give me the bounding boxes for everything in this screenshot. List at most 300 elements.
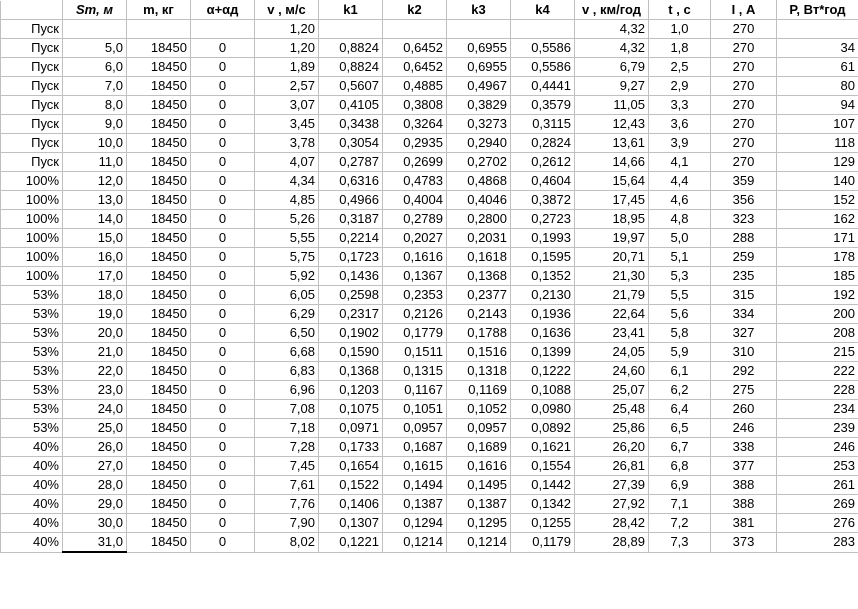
- cell-p[interactable]: 171: [777, 229, 858, 248]
- cell-k1[interactable]: 0,3187: [319, 210, 383, 229]
- cell-i[interactable]: 338: [711, 438, 777, 457]
- cell-p[interactable]: 162: [777, 210, 858, 229]
- cell-i[interactable]: 310: [711, 343, 777, 362]
- cell-v-ms[interactable]: 7,45: [255, 457, 319, 476]
- cell-alpha[interactable]: 0: [191, 419, 255, 438]
- cell-i[interactable]: 270: [711, 96, 777, 115]
- cell-k3[interactable]: 0,1214: [447, 533, 511, 553]
- cell-m[interactable]: 18450: [127, 172, 191, 191]
- cell-i[interactable]: 288: [711, 229, 777, 248]
- cell-v-ms[interactable]: 6,83: [255, 362, 319, 381]
- cell-k1[interactable]: 0,2598: [319, 286, 383, 305]
- cell-i[interactable]: 270: [711, 153, 777, 172]
- cell-k3[interactable]: 0,1387: [447, 495, 511, 514]
- cell-t[interactable]: 3,3: [649, 96, 711, 115]
- cell-v-kmh[interactable]: 26,81: [575, 457, 649, 476]
- cell-v-kmh[interactable]: 12,43: [575, 115, 649, 134]
- cell-t[interactable]: 6,4: [649, 400, 711, 419]
- cell-v-kmh[interactable]: 4,32: [575, 39, 649, 58]
- cell-mode[interactable]: 53%: [1, 400, 63, 419]
- cell-i[interactable]: 388: [711, 495, 777, 514]
- cell-k1[interactable]: 0,1307: [319, 514, 383, 533]
- cell-k2[interactable]: 0,1367: [383, 267, 447, 286]
- cell-mode[interactable]: Пуск: [1, 96, 63, 115]
- cell-v-kmh[interactable]: 18,95: [575, 210, 649, 229]
- cell-k3[interactable]: 0,1689: [447, 438, 511, 457]
- cell-mode[interactable]: 100%: [1, 172, 63, 191]
- cell-p[interactable]: 239: [777, 419, 858, 438]
- cell-k2[interactable]: 0,1615: [383, 457, 447, 476]
- cell-v-kmh[interactable]: 27,92: [575, 495, 649, 514]
- cell-k3[interactable]: 0,1052: [447, 400, 511, 419]
- cell-alpha[interactable]: 0: [191, 286, 255, 305]
- cell-mode[interactable]: 53%: [1, 286, 63, 305]
- cell-i[interactable]: 275: [711, 381, 777, 400]
- cell-k4[interactable]: 0,1222: [511, 362, 575, 381]
- cell-k2[interactable]: 0,3808: [383, 96, 447, 115]
- cell-t[interactable]: 7,3: [649, 533, 711, 553]
- cell-k1[interactable]: 0,1522: [319, 476, 383, 495]
- cell-m[interactable]: 18450: [127, 305, 191, 324]
- cell-alpha[interactable]: 0: [191, 172, 255, 191]
- cell-p[interactable]: 140: [777, 172, 858, 191]
- cell-alpha[interactable]: 0: [191, 457, 255, 476]
- header-cell-v-ms[interactable]: v , м/с: [255, 1, 319, 20]
- cell-mode[interactable]: 100%: [1, 229, 63, 248]
- cell-m[interactable]: 18450: [127, 229, 191, 248]
- cell-k2[interactable]: 0,1214: [383, 533, 447, 553]
- cell-k2[interactable]: 0,4885: [383, 77, 447, 96]
- cell-p[interactable]: 185: [777, 267, 858, 286]
- cell-alpha[interactable]: 0: [191, 115, 255, 134]
- cell-m[interactable]: 18450: [127, 381, 191, 400]
- cell-t[interactable]: 5,5: [649, 286, 711, 305]
- cell-t[interactable]: 6,7: [649, 438, 711, 457]
- cell-m[interactable]: 18450: [127, 495, 191, 514]
- header-cell-k2[interactable]: k2: [383, 1, 447, 20]
- cell-k3[interactable]: 0,1295: [447, 514, 511, 533]
- cell-v-ms[interactable]: 7,28: [255, 438, 319, 457]
- cell-k4[interactable]: 0,1993: [511, 229, 575, 248]
- cell-m[interactable]: 18450: [127, 248, 191, 267]
- cell-p[interactable]: 80: [777, 77, 858, 96]
- cell-sm[interactable]: 13,0: [63, 191, 127, 210]
- cell-k3[interactable]: 0,2377: [447, 286, 511, 305]
- cell-sm[interactable]: 26,0: [63, 438, 127, 457]
- cell-v-ms[interactable]: 5,55: [255, 229, 319, 248]
- cell-i[interactable]: 388: [711, 476, 777, 495]
- cell-t[interactable]: 3,9: [649, 134, 711, 153]
- cell-k4[interactable]: 0,0892: [511, 419, 575, 438]
- cell-i[interactable]: 327: [711, 324, 777, 343]
- cell-sm[interactable]: 7,0: [63, 77, 127, 96]
- cell-k2[interactable]: 0,1315: [383, 362, 447, 381]
- cell-sm[interactable]: 20,0: [63, 324, 127, 343]
- cell-p[interactable]: 94: [777, 96, 858, 115]
- cell-v-kmh[interactable]: 11,05: [575, 96, 649, 115]
- cell-t[interactable]: 7,2: [649, 514, 711, 533]
- cell-p[interactable]: 253: [777, 457, 858, 476]
- cell-p[interactable]: 118: [777, 134, 858, 153]
- cell-p[interactable]: 234: [777, 400, 858, 419]
- cell-k2[interactable]: 0,1387: [383, 495, 447, 514]
- cell-mode[interactable]: 40%: [1, 438, 63, 457]
- cell-k1[interactable]: 0,4105: [319, 96, 383, 115]
- cell-k4[interactable]: 0,1936: [511, 305, 575, 324]
- cell-k2[interactable]: 0,2789: [383, 210, 447, 229]
- cell-v-kmh[interactable]: 20,71: [575, 248, 649, 267]
- cell-v-kmh[interactable]: 25,07: [575, 381, 649, 400]
- cell-t[interactable]: 5,0: [649, 229, 711, 248]
- cell-v-kmh[interactable]: 21,30: [575, 267, 649, 286]
- cell-alpha[interactable]: 0: [191, 495, 255, 514]
- header-cell-v-kmh[interactable]: v , км/год: [575, 1, 649, 20]
- header-cell-k1[interactable]: k1: [319, 1, 383, 20]
- cell-v-ms[interactable]: 4,07: [255, 153, 319, 172]
- cell-mode[interactable]: 100%: [1, 210, 63, 229]
- cell-i[interactable]: 270: [711, 58, 777, 77]
- header-cell-mode[interactable]: [1, 1, 63, 20]
- cell-k2[interactable]: 0,6452: [383, 39, 447, 58]
- cell-v-kmh[interactable]: 23,41: [575, 324, 649, 343]
- cell-t[interactable]: 6,1: [649, 362, 711, 381]
- cell-k1[interactable]: 0,1436: [319, 267, 383, 286]
- cell-i[interactable]: 246: [711, 419, 777, 438]
- cell-sm[interactable]: [63, 20, 127, 39]
- cell-k3[interactable]: 0,1318: [447, 362, 511, 381]
- cell-i[interactable]: 356: [711, 191, 777, 210]
- cell-i[interactable]: 259: [711, 248, 777, 267]
- cell-sm[interactable]: 18,0: [63, 286, 127, 305]
- cell-mode[interactable]: 40%: [1, 514, 63, 533]
- cell-k3[interactable]: 0,2800: [447, 210, 511, 229]
- cell-v-kmh[interactable]: 27,39: [575, 476, 649, 495]
- cell-v-kmh[interactable]: 28,89: [575, 533, 649, 553]
- cell-sm[interactable]: 14,0: [63, 210, 127, 229]
- cell-m[interactable]: 18450: [127, 115, 191, 134]
- cell-k3[interactable]: 0,1788: [447, 324, 511, 343]
- cell-k4[interactable]: 0,1352: [511, 267, 575, 286]
- cell-v-ms[interactable]: 1,20: [255, 20, 319, 39]
- cell-t[interactable]: 1,0: [649, 20, 711, 39]
- cell-p[interactable]: 129: [777, 153, 858, 172]
- cell-mode[interactable]: 53%: [1, 343, 63, 362]
- cell-t[interactable]: 5,3: [649, 267, 711, 286]
- cell-k3[interactable]: 0,4967: [447, 77, 511, 96]
- cell-sm[interactable]: 19,0: [63, 305, 127, 324]
- cell-k3[interactable]: 0,1495: [447, 476, 511, 495]
- cell-k4[interactable]: 0,2130: [511, 286, 575, 305]
- header-cell-i[interactable]: I , А: [711, 1, 777, 20]
- cell-alpha[interactable]: 0: [191, 438, 255, 457]
- cell-k1[interactable]: 0,1368: [319, 362, 383, 381]
- cell-m[interactable]: 18450: [127, 457, 191, 476]
- cell-m[interactable]: 18450: [127, 400, 191, 419]
- cell-mode[interactable]: 100%: [1, 191, 63, 210]
- cell-v-kmh[interactable]: 25,48: [575, 400, 649, 419]
- cell-p[interactable]: 261: [777, 476, 858, 495]
- cell-p[interactable]: 200: [777, 305, 858, 324]
- cell-v-kmh[interactable]: 14,66: [575, 153, 649, 172]
- cell-p[interactable]: 152: [777, 191, 858, 210]
- cell-v-ms[interactable]: 1,89: [255, 58, 319, 77]
- cell-mode[interactable]: 100%: [1, 248, 63, 267]
- cell-i[interactable]: 270: [711, 115, 777, 134]
- cell-v-ms[interactable]: 6,29: [255, 305, 319, 324]
- cell-k1[interactable]: 0,1203: [319, 381, 383, 400]
- cell-sm[interactable]: 25,0: [63, 419, 127, 438]
- cell-k4[interactable]: 0,1442: [511, 476, 575, 495]
- cell-sm[interactable]: 27,0: [63, 457, 127, 476]
- cell-k1[interactable]: 0,1590: [319, 343, 383, 362]
- cell-m[interactable]: 18450: [127, 96, 191, 115]
- cell-t[interactable]: 5,6: [649, 305, 711, 324]
- cell-k3[interactable]: [447, 20, 511, 39]
- cell-k4[interactable]: 0,2824: [511, 134, 575, 153]
- cell-alpha[interactable]: 0: [191, 58, 255, 77]
- cell-v-ms[interactable]: 6,96: [255, 381, 319, 400]
- cell-m[interactable]: 18450: [127, 58, 191, 77]
- cell-p[interactable]: 222: [777, 362, 858, 381]
- cell-sm[interactable]: 31,0: [63, 533, 127, 553]
- cell-k1[interactable]: 0,0971: [319, 419, 383, 438]
- cell-v-ms[interactable]: 2,57: [255, 77, 319, 96]
- cell-t[interactable]: 2,9: [649, 77, 711, 96]
- cell-k4[interactable]: 0,1554: [511, 457, 575, 476]
- cell-k4[interactable]: 0,1179: [511, 533, 575, 553]
- cell-i[interactable]: 270: [711, 77, 777, 96]
- cell-v-kmh[interactable]: 25,86: [575, 419, 649, 438]
- cell-t[interactable]: 4,8: [649, 210, 711, 229]
- cell-k1[interactable]: 0,3054: [319, 134, 383, 153]
- cell-k2[interactable]: 0,1687: [383, 438, 447, 457]
- cell-k4[interactable]: 0,3872: [511, 191, 575, 210]
- cell-alpha[interactable]: 0: [191, 229, 255, 248]
- cell-t[interactable]: 5,9: [649, 343, 711, 362]
- cell-sm[interactable]: 8,0: [63, 96, 127, 115]
- cell-sm[interactable]: 11,0: [63, 153, 127, 172]
- cell-k4[interactable]: 0,1621: [511, 438, 575, 457]
- header-cell-alpha[interactable]: α+αд: [191, 1, 255, 20]
- cell-sm[interactable]: 12,0: [63, 172, 127, 191]
- cell-i[interactable]: 373: [711, 533, 777, 553]
- cell-p[interactable]: 61: [777, 58, 858, 77]
- cell-v-kmh[interactable]: 15,64: [575, 172, 649, 191]
- cell-m[interactable]: 18450: [127, 191, 191, 210]
- cell-t[interactable]: 4,4: [649, 172, 711, 191]
- cell-k2[interactable]: 0,1616: [383, 248, 447, 267]
- cell-i[interactable]: 381: [711, 514, 777, 533]
- cell-k4[interactable]: 0,1255: [511, 514, 575, 533]
- cell-p[interactable]: 276: [777, 514, 858, 533]
- cell-k1[interactable]: 0,4966: [319, 191, 383, 210]
- cell-alpha[interactable]: 0: [191, 134, 255, 153]
- cell-mode[interactable]: Пуск: [1, 115, 63, 134]
- cell-sm[interactable]: 6,0: [63, 58, 127, 77]
- cell-k2[interactable]: [383, 20, 447, 39]
- cell-m[interactable]: 18450: [127, 210, 191, 229]
- cell-k3[interactable]: 0,2143: [447, 305, 511, 324]
- cell-mode[interactable]: 40%: [1, 495, 63, 514]
- cell-v-ms[interactable]: 4,85: [255, 191, 319, 210]
- cell-k3[interactable]: 0,4046: [447, 191, 511, 210]
- cell-v-ms[interactable]: 7,61: [255, 476, 319, 495]
- cell-sm[interactable]: 29,0: [63, 495, 127, 514]
- cell-k1[interactable]: 0,3438: [319, 115, 383, 134]
- cell-alpha[interactable]: 0: [191, 476, 255, 495]
- cell-k1[interactable]: 0,1902: [319, 324, 383, 343]
- cell-v-kmh[interactable]: 13,61: [575, 134, 649, 153]
- cell-mode[interactable]: Пуск: [1, 153, 63, 172]
- cell-k2[interactable]: 0,1494: [383, 476, 447, 495]
- cell-v-ms[interactable]: 6,68: [255, 343, 319, 362]
- cell-sm[interactable]: 24,0: [63, 400, 127, 419]
- cell-p[interactable]: 107: [777, 115, 858, 134]
- cell-v-ms[interactable]: 7,08: [255, 400, 319, 419]
- cell-t[interactable]: 7,1: [649, 495, 711, 514]
- cell-t[interactable]: 5,8: [649, 324, 711, 343]
- cell-v-kmh[interactable]: 26,20: [575, 438, 649, 457]
- cell-k3[interactable]: 0,3829: [447, 96, 511, 115]
- cell-k2[interactable]: 0,1294: [383, 514, 447, 533]
- cell-k4[interactable]: 0,1399: [511, 343, 575, 362]
- cell-i[interactable]: 334: [711, 305, 777, 324]
- cell-sm[interactable]: 5,0: [63, 39, 127, 58]
- cell-v-ms[interactable]: 8,02: [255, 533, 319, 553]
- cell-p[interactable]: 208: [777, 324, 858, 343]
- header-cell-p[interactable]: P, Вт*год: [777, 1, 858, 20]
- cell-v-ms[interactable]: 6,50: [255, 324, 319, 343]
- cell-m[interactable]: 18450: [127, 438, 191, 457]
- cell-t[interactable]: 6,5: [649, 419, 711, 438]
- cell-t[interactable]: 4,6: [649, 191, 711, 210]
- cell-mode[interactable]: 53%: [1, 362, 63, 381]
- cell-alpha[interactable]: 0: [191, 533, 255, 553]
- cell-i[interactable]: 270: [711, 39, 777, 58]
- cell-k2[interactable]: 0,1779: [383, 324, 447, 343]
- cell-sm[interactable]: 16,0: [63, 248, 127, 267]
- cell-t[interactable]: 1,8: [649, 39, 711, 58]
- cell-m[interactable]: 18450: [127, 286, 191, 305]
- header-cell-k3[interactable]: k3: [447, 1, 511, 20]
- cell-k4[interactable]: 0,1342: [511, 495, 575, 514]
- cell-k1[interactable]: 0,2317: [319, 305, 383, 324]
- cell-k2[interactable]: 0,1167: [383, 381, 447, 400]
- cell-p[interactable]: 228: [777, 381, 858, 400]
- cell-v-kmh[interactable]: 17,45: [575, 191, 649, 210]
- cell-k1[interactable]: 0,2214: [319, 229, 383, 248]
- cell-k1[interactable]: 0,6316: [319, 172, 383, 191]
- cell-k4[interactable]: 0,2612: [511, 153, 575, 172]
- cell-v-ms[interactable]: 3,07: [255, 96, 319, 115]
- cell-alpha[interactable]: 0: [191, 39, 255, 58]
- cell-t[interactable]: 5,1: [649, 248, 711, 267]
- cell-k1[interactable]: 0,2787: [319, 153, 383, 172]
- cell-k4[interactable]: 0,4604: [511, 172, 575, 191]
- cell-k3[interactable]: 0,2702: [447, 153, 511, 172]
- cell-i[interactable]: 292: [711, 362, 777, 381]
- cell-v-ms[interactable]: 5,92: [255, 267, 319, 286]
- cell-k4[interactable]: 0,5586: [511, 39, 575, 58]
- cell-k3[interactable]: 0,1616: [447, 457, 511, 476]
- cell-v-ms[interactable]: 7,76: [255, 495, 319, 514]
- cell-p[interactable]: 178: [777, 248, 858, 267]
- cell-k1[interactable]: 0,1075: [319, 400, 383, 419]
- cell-k4[interactable]: 0,0980: [511, 400, 575, 419]
- cell-k1[interactable]: 0,8824: [319, 58, 383, 77]
- cell-sm[interactable]: 21,0: [63, 343, 127, 362]
- cell-k3[interactable]: 0,4868: [447, 172, 511, 191]
- cell-k3[interactable]: 0,1169: [447, 381, 511, 400]
- cell-v-kmh[interactable]: 24,60: [575, 362, 649, 381]
- cell-t[interactable]: 4,1: [649, 153, 711, 172]
- cell-alpha[interactable]: 0: [191, 343, 255, 362]
- cell-mode[interactable]: 53%: [1, 419, 63, 438]
- cell-alpha[interactable]: 0: [191, 400, 255, 419]
- cell-k4[interactable]: 0,2723: [511, 210, 575, 229]
- cell-k1[interactable]: 0,1406: [319, 495, 383, 514]
- cell-v-ms[interactable]: 4,34: [255, 172, 319, 191]
- cell-t[interactable]: 6,9: [649, 476, 711, 495]
- cell-k2[interactable]: 0,3264: [383, 115, 447, 134]
- cell-alpha[interactable]: 0: [191, 191, 255, 210]
- cell-mode[interactable]: Пуск: [1, 58, 63, 77]
- cell-i[interactable]: 315: [711, 286, 777, 305]
- cell-k1[interactable]: [319, 20, 383, 39]
- cell-m[interactable]: 18450: [127, 324, 191, 343]
- cell-i[interactable]: 270: [711, 134, 777, 153]
- cell-alpha[interactable]: 0: [191, 381, 255, 400]
- cell-alpha[interactable]: 0: [191, 77, 255, 96]
- cell-sm[interactable]: 28,0: [63, 476, 127, 495]
- cell-p[interactable]: 215: [777, 343, 858, 362]
- cell-mode[interactable]: 40%: [1, 457, 63, 476]
- cell-v-ms[interactable]: 7,90: [255, 514, 319, 533]
- cell-v-ms[interactable]: 5,75: [255, 248, 319, 267]
- cell-m[interactable]: 18450: [127, 419, 191, 438]
- cell-mode[interactable]: 40%: [1, 476, 63, 495]
- cell-sm[interactable]: 23,0: [63, 381, 127, 400]
- cell-v-kmh[interactable]: 24,05: [575, 343, 649, 362]
- cell-m[interactable]: 18450: [127, 77, 191, 96]
- cell-k4[interactable]: 0,5586: [511, 58, 575, 77]
- cell-m[interactable]: 18450: [127, 476, 191, 495]
- cell-m[interactable]: 18450: [127, 533, 191, 553]
- cell-k2[interactable]: 0,2027: [383, 229, 447, 248]
- cell-k4[interactable]: 0,1088: [511, 381, 575, 400]
- cell-v-kmh[interactable]: 28,42: [575, 514, 649, 533]
- cell-m[interactable]: 18450: [127, 362, 191, 381]
- cell-mode[interactable]: 53%: [1, 381, 63, 400]
- cell-mode[interactable]: Пуск: [1, 20, 63, 39]
- cell-v-ms[interactable]: 3,45: [255, 115, 319, 134]
- cell-p[interactable]: 34: [777, 39, 858, 58]
- cell-v-kmh[interactable]: 22,64: [575, 305, 649, 324]
- cell-k2[interactable]: 0,2353: [383, 286, 447, 305]
- cell-k1[interactable]: 0,8824: [319, 39, 383, 58]
- cell-i[interactable]: 377: [711, 457, 777, 476]
- cell-k4[interactable]: 0,1636: [511, 324, 575, 343]
- cell-mode[interactable]: 53%: [1, 324, 63, 343]
- cell-p[interactable]: 192: [777, 286, 858, 305]
- cell-i[interactable]: 323: [711, 210, 777, 229]
- cell-m[interactable]: 18450: [127, 134, 191, 153]
- cell-sm[interactable]: 17,0: [63, 267, 127, 286]
- cell-k4[interactable]: 0,4441: [511, 77, 575, 96]
- cell-v-ms[interactable]: 1,20: [255, 39, 319, 58]
- cell-t[interactable]: 2,5: [649, 58, 711, 77]
- cell-k3[interactable]: 0,2940: [447, 134, 511, 153]
